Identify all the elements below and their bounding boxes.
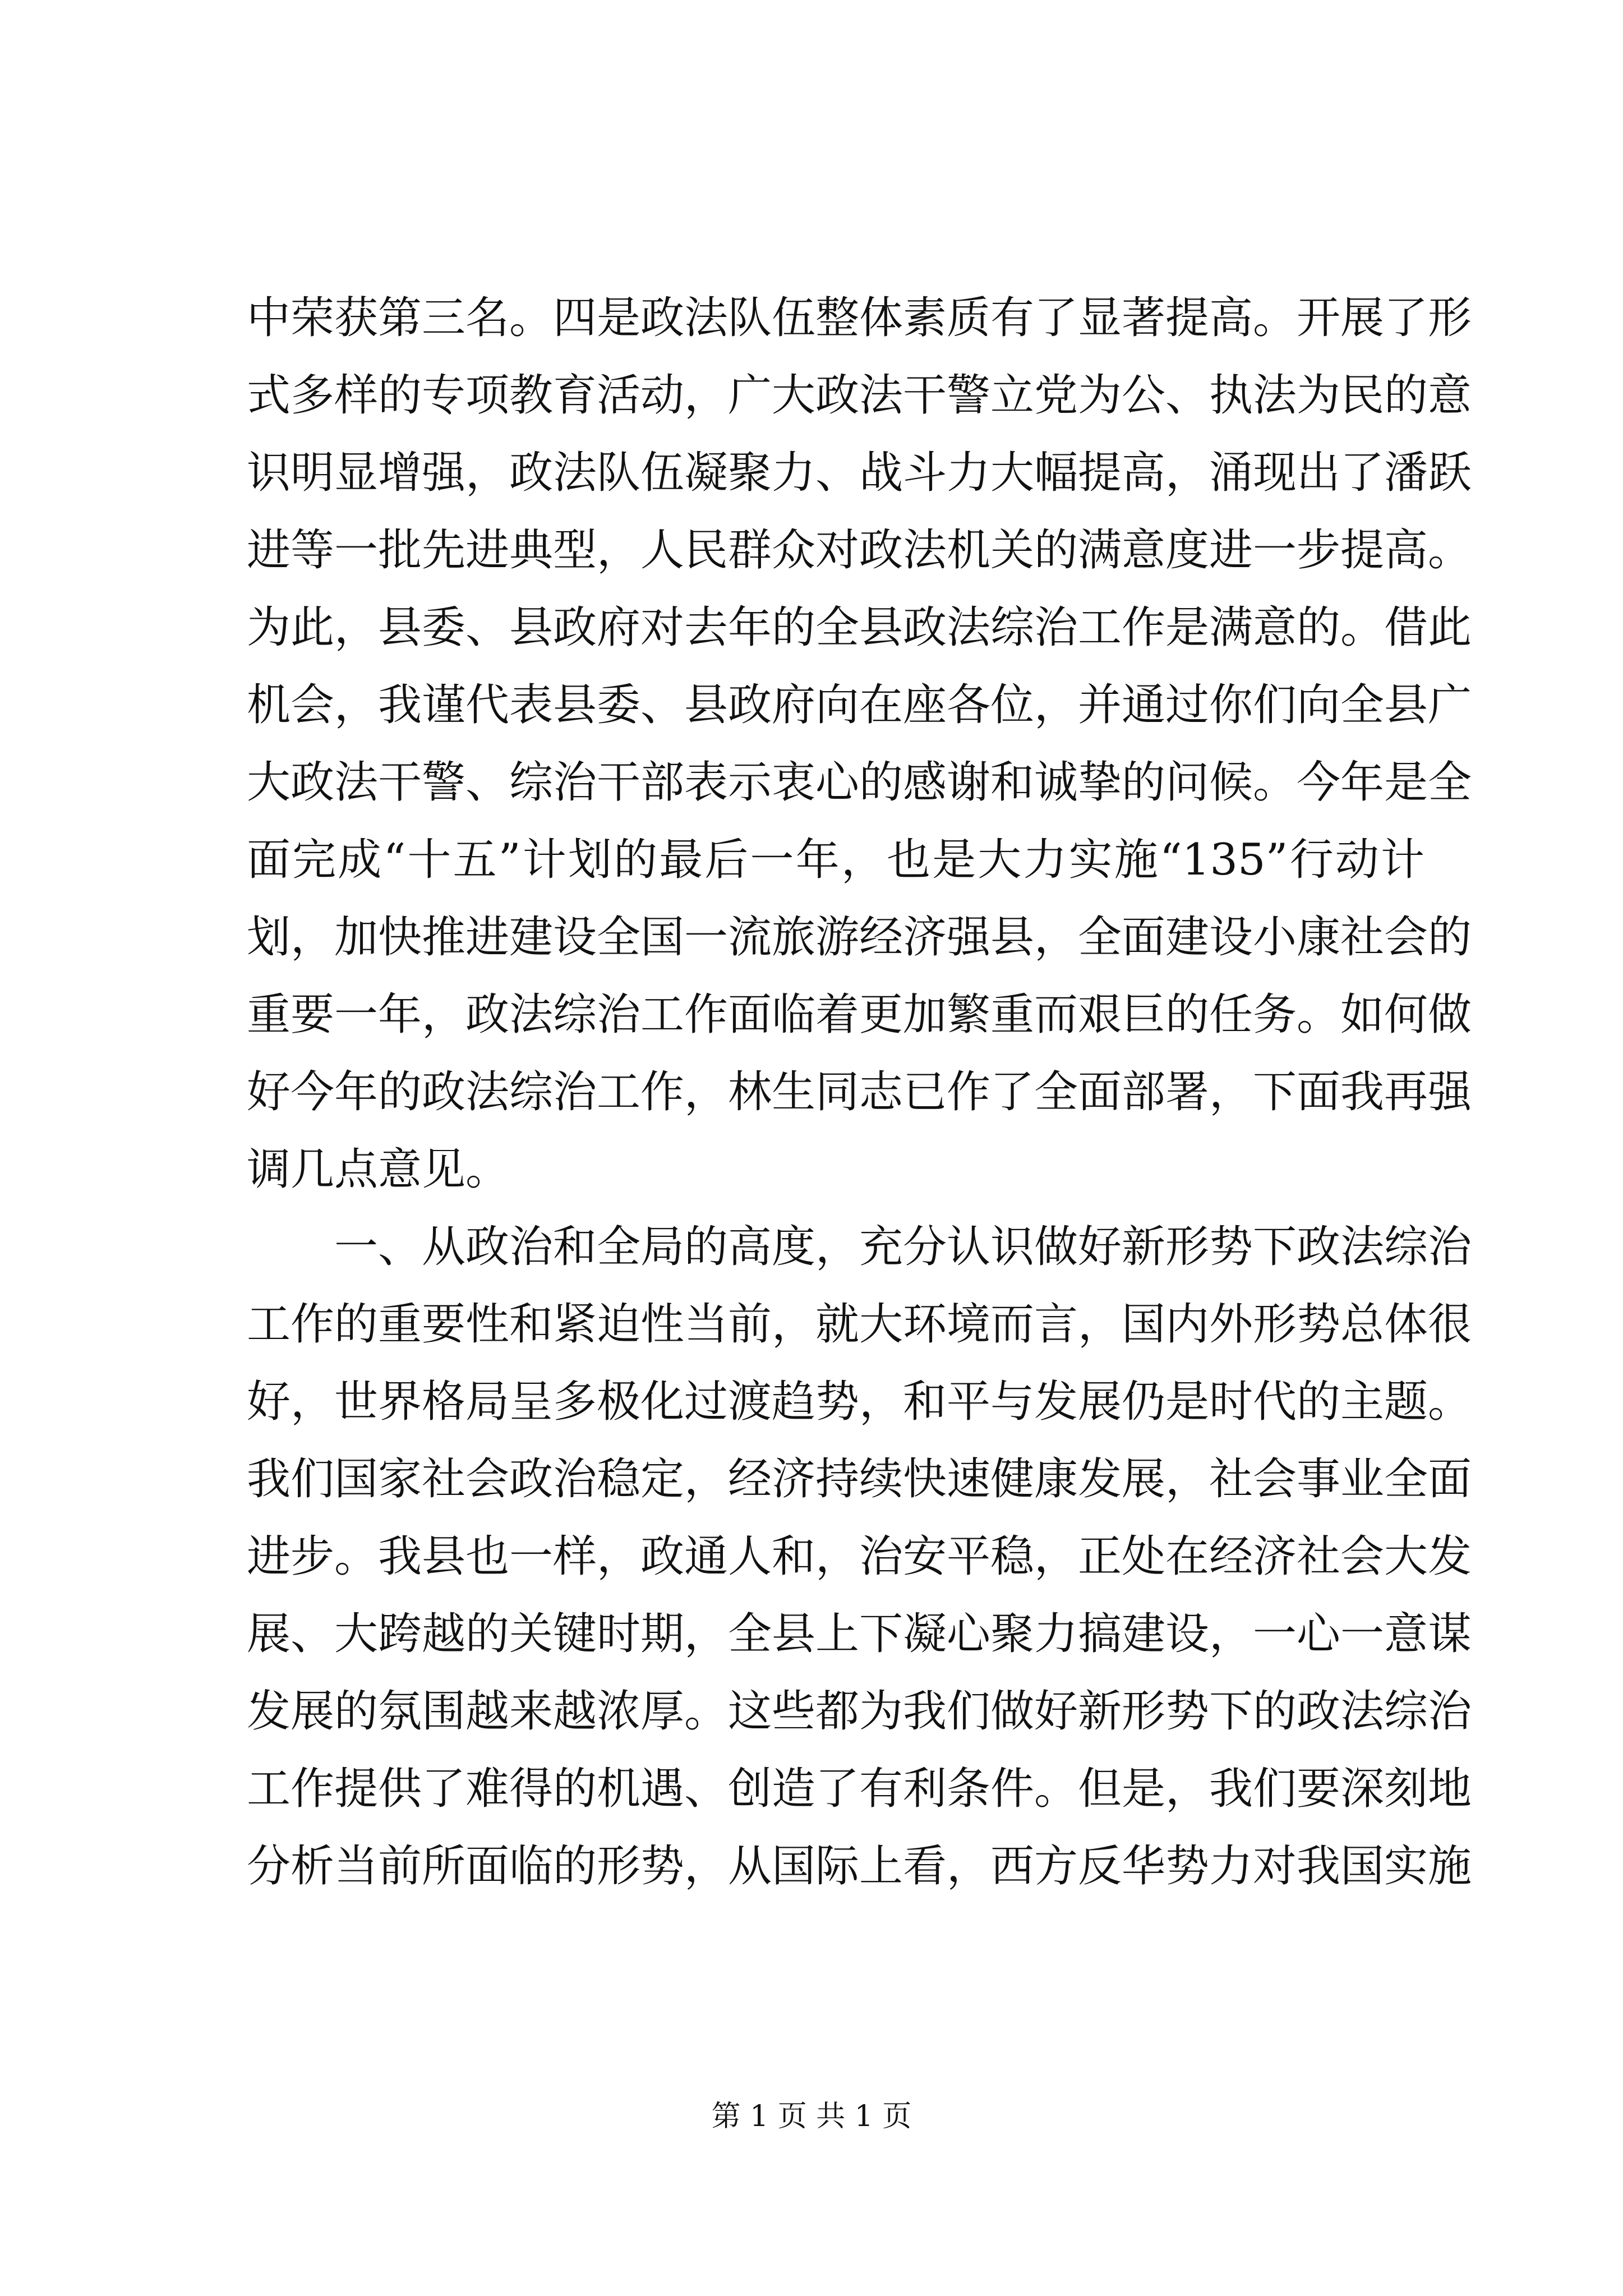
text-line: 进等一批先进典型，人民群众对政法机关的满意度进一步提高。	[247, 525, 1472, 576]
text-line: 进步。我县也一样，政通人和，治安平稳，正处在经济社会大发	[247, 1531, 1472, 1582]
text-line: 好今年的政法综治工作，林生同志已作了全面部署，下面我再强	[247, 1067, 1472, 1117]
text-line: 机会，我谨代表县委、县政府向在座各位，并通过你们向全县广	[247, 680, 1472, 730]
text-line: 重要一年，政法综治工作面临着更加繁重而艰巨的任务。如何做	[247, 990, 1472, 1040]
text-line: 发展的氛围越来越浓厚。这些都为我们做好新形势下的政法综治	[247, 1686, 1472, 1737]
page-footer	[0, 2097, 1623, 2136]
text-line: 中荣获第三名。四是政法队伍整体素质有了显著提高。开展了形	[247, 293, 1472, 343]
text-line: 大政法干警、综治干部表示衷心的感谢和诚挚的问候。今年是全	[247, 757, 1472, 808]
text-line: 为此，县委、县政府对去年的全县政法综治工作是满意的。借此	[247, 602, 1472, 653]
body-text	[247, 279, 1472, 1905]
text-line: 面完成“十五”计划的最后一年，也是大力实施“135”行动计	[247, 835, 1424, 885]
section-heading-line: 一、从政治和全局的高度，充分认识做好新形势下政法综治	[334, 1222, 1472, 1272]
text-line: 工作的重要性和紧迫性当前，就大环境而言，国内外形势总体很	[247, 1299, 1472, 1350]
text-line: 式多样的专项教育活动，广大政法干警立党为公、执法为民的意	[247, 370, 1472, 421]
page-number-label: 第 1 页 共 1 页	[711, 2100, 912, 2133]
text-line: 我们国家社会政治稳定，经济持续快速健康发展，社会事业全面	[247, 1454, 1472, 1504]
text-line: 调几点意见。	[247, 1144, 510, 1195]
text-line: 展、大跨越的关键时期，全县上下凝心聚力搞建设，一心一意谋	[247, 1609, 1472, 1659]
text-line: 划，加快推进建设全国一流旅游经济强县，全面建设小康社会的	[247, 912, 1472, 963]
text-line: 分析当前所面临的形势，从国际上看，西方反华势力对我国实施	[247, 1841, 1472, 1892]
text-line: 识明显增强，政法队伍凝聚力、战斗力大幅提高，涌现出了潘跃	[247, 448, 1472, 498]
text-line: 好，世界格局呈多极化过渡趋势，和平与发展仍是时代的主题。	[247, 1377, 1472, 1427]
text-line: 工作提供了难得的机遇、创造了有利条件。但是，我们要深刻地	[247, 1764, 1472, 1814]
